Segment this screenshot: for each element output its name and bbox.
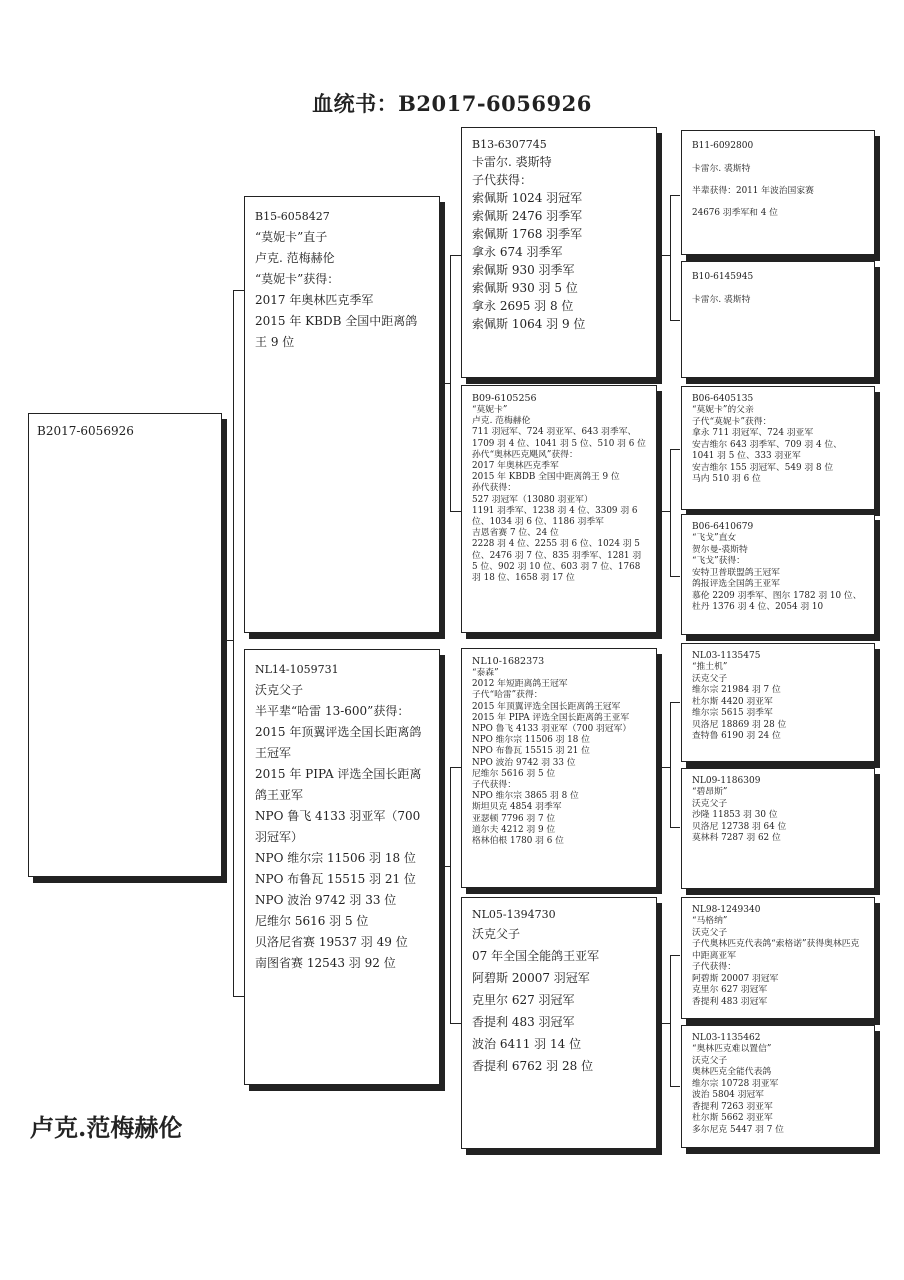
info-line: 沙隆 11853 羽 30 位 [692, 810, 778, 820]
info-line: 香提利 7263 羽亚军 [692, 1101, 773, 1112]
connector-line [670, 320, 680, 321]
info-line: 2015 年 KBDB 全国中距离鸽王 9 位 [472, 472, 620, 483]
dam-card [244, 649, 440, 1085]
info-line: 索佩斯 930 羽 5 位 [472, 281, 578, 295]
info-line: 维尔宗 21984 羽 7 位 [692, 685, 781, 695]
info-line: 香提利 6762 羽 28 位 [472, 1059, 594, 1073]
info-line: NPO 波治 9742 羽 33 位 [255, 893, 397, 907]
connector-line [657, 255, 670, 256]
info-line: NPO 布鲁瓦 15515 羽 21 位 [472, 746, 590, 757]
connector-line [233, 290, 244, 291]
ring-number: B06-6405135 [692, 394, 754, 404]
connector-line [450, 255, 461, 256]
info-line: 沃克父子 [692, 1055, 728, 1066]
info-line: NPO 维尔宗 11506 羽 18 位 [472, 735, 590, 746]
dam-dam-sire-card [681, 897, 875, 1019]
info-line: 2017 年奥林匹克季军 [255, 293, 374, 307]
info-line: 安特卫普联盟鸽王冠军 [692, 567, 780, 578]
ring-number: B09-6105256 [472, 393, 537, 404]
info-line: 南图省赛 12543 羽 92 位 [255, 956, 396, 970]
info-line: 孙代“奥林匹克飓风”获得： [472, 449, 578, 460]
info-line: “碧昂斯” [692, 787, 728, 797]
info-line: 沃克父子 [692, 798, 728, 809]
info-line: 马内 510 羽 6 位 [692, 474, 761, 484]
info-line: 安吉维尔 643 羽季军、709 羽 4 位、1041 羽 5 位、333 羽亚军 [692, 439, 842, 461]
info-line: 贝洛尼省赛 19537 羽 49 位 [255, 935, 408, 949]
breeder-name: 卢克.范梅赫伦 [30, 1113, 183, 1142]
pedigree-title: 血统书：B2017-6056926 [312, 91, 592, 116]
info-line: 拿永 2695 羽 8 位 [472, 299, 574, 313]
ring-number: B06-6410679 [692, 522, 754, 532]
connector-line [450, 1023, 461, 1024]
info-line: 波治 6411 羽 14 位 [472, 1037, 582, 1051]
info-line: 沃克父子 [472, 927, 521, 941]
ring-number: B11-6092800 [692, 141, 754, 151]
connector-line [440, 866, 450, 867]
info-line: 阿碧斯 20007 羽冠军 [472, 971, 590, 985]
info-line: “飞戈”直女 [692, 533, 737, 543]
ring-number: NL03-1135475 [692, 651, 761, 661]
info-line: NPO 维尔宗 3865 羽 8 位 [472, 791, 579, 802]
dam-sire-sire-card [681, 643, 875, 762]
info-line: “飞戈”获得： [692, 556, 745, 566]
ring-number: NL10-1682373 [472, 656, 545, 667]
info-line: 奥林匹克全能代表鸽 [692, 1067, 772, 1077]
info-line: 沃克父子 [255, 683, 304, 697]
info-line: 尼维尔 5616 羽 5 位 [255, 914, 369, 928]
info-line: 2015 年顶翼评选全国长距离鸽王冠军 [472, 701, 621, 712]
info-line: 阿碧斯 20007 羽冠军 [692, 973, 779, 984]
ring-number: NL03-1135462 [692, 1033, 761, 1043]
connector-line [670, 827, 680, 828]
info-line: 尼维尔 5616 羽 5 位 [472, 768, 556, 779]
connector-line [440, 383, 450, 384]
info-line: 711 羽冠军、724 羽亚军、643 羽季军、1709 羽 4 位、1041 羽 5 位、510 羽 6 位 [472, 427, 646, 449]
info-line: NPO 布鲁瓦 15515 羽 21 位 [255, 872, 416, 886]
dam-dam-dam-card [681, 1025, 875, 1148]
info-line: 子代“莫妮卡”获得： [692, 416, 772, 427]
sire-dam-sire-card [681, 386, 875, 510]
sire-sire-dam-card [681, 261, 875, 378]
info-line: NPO 鲁飞 4133 羽亚军（700 羽冠军） [472, 724, 632, 735]
info-line: 香提利 483 羽冠军 [472, 1015, 575, 1029]
info-line: 卢克. 范梅赫伦 [255, 251, 335, 265]
info-line: NPO 维尔宗 11506 羽 18 位 [255, 851, 416, 865]
sire-sire-sire-card [681, 130, 875, 255]
info-line: “莫妮卡” [472, 405, 508, 415]
info-line: 527 羽冠军（13080 羽亚军） [472, 494, 593, 505]
sire-dam-dam-card [681, 514, 875, 635]
dam-sire-card [461, 648, 657, 888]
info-line: 香提利 483 羽冠军 [692, 996, 768, 1007]
info-line: NPO 鲁飞 4133 羽亚军（700 羽冠军） [255, 809, 421, 844]
info-line: “马格纳” [692, 916, 728, 926]
info-line: 子代获得： [472, 780, 516, 791]
info-line: 2228 羽 4 位、2255 羽 6 位、1024 羽 5 位、2476 羽 7 位、835 羽季军、1281 羽 5 位、902 羽 10 位、603 羽 7 位、1768 羽 18 位、1658 羽 17 位 [472, 539, 642, 584]
connector-line [670, 955, 680, 956]
connector-line [670, 1086, 680, 1087]
info-line: 波治 5804 羽冠军 [692, 1090, 764, 1100]
info-line: 莫林科 7287 羽 62 位 [692, 833, 781, 843]
info-line: 索佩斯 1024 羽冠军 [472, 191, 583, 205]
info-line: 孙代获得： [472, 483, 516, 494]
info-line: 索佩斯 1768 羽季军 [472, 227, 583, 241]
connector-line [657, 767, 670, 768]
info-line: 拿永 711 羽冠军、724 羽亚军 [692, 428, 814, 438]
info-line: 1191 羽季军、1238 羽 4 位、3309 羽 6 位、1034 羽 6 位、1186 羽季军 [472, 505, 638, 528]
info-line: 2012 年短距离鸽王冠军 [472, 679, 568, 690]
info-line: 贝洛尼 18869 羽 28 位 [692, 719, 787, 730]
info-line: “莫妮卡”直子 [255, 230, 328, 244]
connector-line [670, 576, 680, 577]
info-line: “推土机” [692, 662, 728, 672]
info-line: 吉恩省赛 7 位、24 位 [472, 528, 559, 539]
info-line: 子代奥林匹克代表鸽“索格诺”获得奥林匹克中距离亚军 [692, 939, 860, 961]
dam-sire-dam-card [681, 768, 875, 889]
info-line: 07 年全国全能鸽王亚军 [472, 949, 600, 963]
subject-pigeon-card [28, 413, 222, 877]
connector-line [657, 511, 670, 512]
info-line: “莫妮卡”的父亲 [692, 405, 754, 415]
info-line: 安吉维尔 155 羽冠军、549 羽 8 位 [692, 462, 834, 473]
info-line: “泰森” [472, 668, 499, 678]
info-line: 亚瑟顿 7796 羽 7 位 [472, 813, 556, 824]
ring-number: B15-6058427 [255, 210, 330, 223]
info-line: 杜尔斯 4420 羽亚军 [692, 696, 773, 707]
info-line: 鸽报评选全国鸽王亚军 [692, 579, 780, 589]
ring-number: B13-6307745 [472, 138, 547, 151]
connector-line [670, 449, 680, 450]
ring-number: B10-6145945 [692, 272, 754, 282]
info-line: 贝洛尼 12738 羽 64 位 [692, 821, 787, 832]
info-line: “奥林匹克难以置信” [692, 1044, 772, 1054]
info-line: 维尔宗 10728 羽亚军 [692, 1078, 779, 1089]
sire-dam-card [461, 385, 657, 633]
connector-line [670, 195, 680, 196]
info-line: 沃克父子 [692, 673, 728, 684]
dam-dam-card [461, 897, 657, 1149]
info-line: 半辈获得：2011 年波治国家赛 [692, 186, 814, 196]
info-line: 沃克父子 [692, 927, 728, 938]
info-line: “莫妮卡”获得： [255, 272, 340, 286]
ring-number: B2017-6056926 [37, 424, 134, 438]
connector-line [670, 702, 680, 703]
info-line: 2015 年顶翼评选全国长距离鸽王冠军 [255, 725, 422, 760]
connector-line [670, 195, 671, 320]
info-line: 查特鲁 6190 羽 24 位 [692, 731, 781, 741]
connector-line [450, 767, 451, 1023]
info-line: 克里尔 627 羽冠军 [692, 985, 768, 995]
connector-line [670, 449, 671, 576]
info-line: 贺尔曼-裘斯特 [692, 544, 748, 555]
connector-line [450, 767, 461, 768]
info-line: 卢克. 范梅赫伦 [472, 416, 531, 427]
info-line: 格林伯根 1780 羽 6 位 [472, 836, 564, 847]
info-line: 多尔尼克 5447 羽 7 位 [692, 1124, 784, 1135]
info-line: 卡雷尔. 裘斯特 [692, 295, 751, 305]
connector-line [222, 640, 233, 641]
info-line: 24676 羽季军和 4 位 [692, 208, 778, 218]
connector-line [450, 255, 451, 511]
info-line: 2015 年 KBDB 全国中距离鸽王 9 位 [255, 314, 418, 349]
info-line: 维尔宗 5615 羽季军 [692, 708, 773, 718]
ring-number: NL14-1059731 [255, 663, 339, 676]
info-line: 子代获得： [692, 962, 736, 972]
ring-number: NL09-1186309 [692, 776, 761, 786]
info-line: 2017 年奥林匹克季军 [472, 461, 559, 472]
ring-number: NL98-1249340 [692, 905, 761, 915]
info-line: NPO 波治 9742 羽 33 位 [472, 757, 576, 768]
info-line: 克里尔 627 羽冠军 [472, 993, 575, 1007]
info-line: 索佩斯 2476 羽季军 [472, 209, 583, 223]
info-line: 道尔夫 4212 羽 9 位 [472, 824, 556, 835]
info-line: 半平辈“哈雷 13-600”获得： [255, 704, 410, 718]
info-line: 索佩斯 1064 羽 9 位 [472, 317, 586, 331]
sire-card [244, 196, 440, 633]
connector-line [233, 290, 234, 996]
info-line: 子代获得： [472, 173, 533, 187]
info-line: 拿永 674 羽季军 [472, 245, 563, 259]
ring-number: NL05-1394730 [472, 908, 556, 921]
info-line: 卡雷尔. 裘斯特 [692, 164, 751, 174]
connector-line [233, 996, 244, 997]
info-line: 杜尔斯 5662 羽亚军 [692, 1113, 773, 1123]
info-line: 索佩斯 930 羽季军 [472, 263, 575, 277]
info-line: 慕伦 2209 羽季军、图尔 1782 羽 10 位、杜丹 1376 羽 4 位、2054 羽 10 [692, 590, 862, 612]
sire-sire-card [461, 127, 657, 378]
info-line: 2015 年 PIPA 评选全国长距离鸽王亚军 [255, 767, 422, 802]
connector-line [450, 511, 461, 512]
connector-line [670, 955, 671, 1086]
connector-line [670, 702, 671, 827]
info-line: 2015 年 PIPA 评选全国长距离鸽王亚军 [472, 712, 630, 723]
info-line: 卡雷尔. 裘斯特 [472, 155, 552, 169]
info-line: 斯坦贝克 4854 羽季军 [472, 802, 562, 813]
connector-line [657, 1023, 670, 1024]
info-line: 子代“哈雷”获得： [472, 690, 543, 701]
